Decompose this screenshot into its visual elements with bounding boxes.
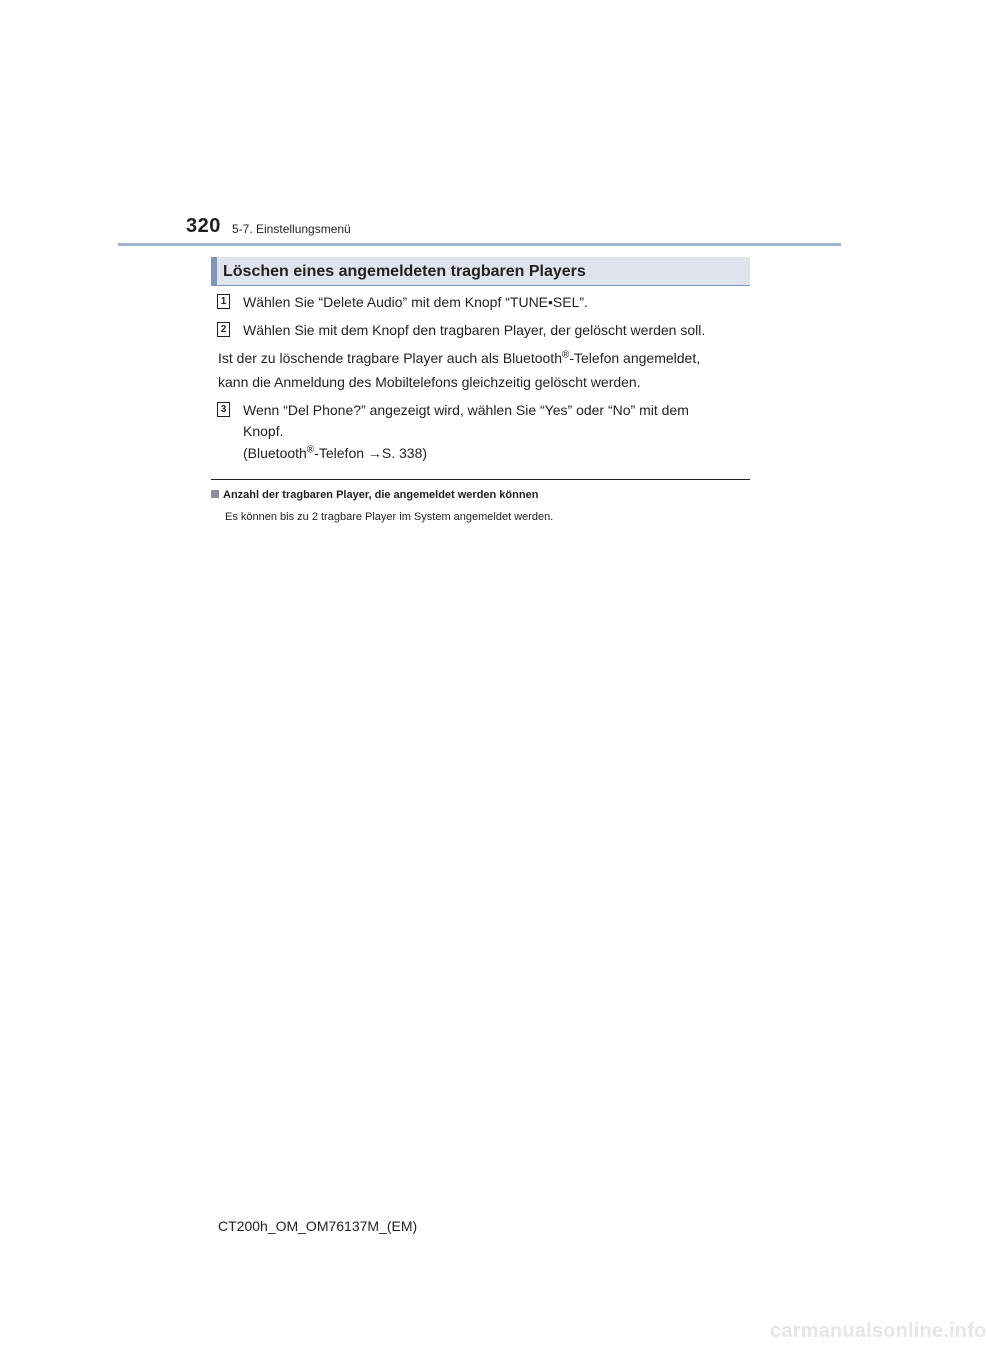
registered-mark: ® <box>561 349 570 361</box>
note-heading <box>211 489 538 501</box>
header-divider <box>118 243 841 246</box>
section-title: Löschen eines angemeldeten tragbaren Players <box>211 257 750 286</box>
step-2-text: Wählen Sie mit dem Knopf den tragbaren Player, der gelöscht werden soll. <box>243 322 706 338</box>
step-3-text-line2: Knopf. <box>243 423 284 439</box>
content-divider <box>211 479 750 480</box>
reference-prefix: (Bluetooth <box>243 445 307 461</box>
reference-suffix: -Telefon →S. 338) <box>314 445 428 461</box>
step-3-text-line1: Wenn “Del Phone?” angezeigt wird, wählen Sie “Yes” oder “No” mit dem <box>243 402 689 418</box>
step-number-3: 3 <box>217 402 230 417</box>
note-heading-text: Anzahl der tragbaren Player, die angemeldet werden können <box>223 489 539 501</box>
step-number-1: 1 <box>217 294 230 309</box>
info-line2: kann die Anmeldung des Mobiltelefons gleichzeitig gelöscht werden. <box>218 374 641 390</box>
chapter-title: 5-7. Einstellungsmenü <box>232 222 351 236</box>
registered-mark-2: ® <box>306 444 315 456</box>
info-line1-a: Ist der zu löschende tragbare Player auch als Bluetooth <box>218 350 562 366</box>
reference-link <box>243 443 427 463</box>
info-line1-b: -Telefon angemeldet, <box>569 350 701 366</box>
info-paragraph <box>218 348 746 368</box>
square-bullet-icon <box>211 490 219 498</box>
note-body: Es können bis zu 2 tragbare Player im System angemeldet werden. <box>225 511 554 523</box>
page-number: 320 <box>186 215 221 237</box>
document-code: CT200h_OM_OM76137M_(EM) <box>218 1218 418 1234</box>
step-1-text: Wählen Sie “Delete Audio” mit dem Knopf “TUNE•SEL”. <box>243 294 588 310</box>
watermark: carmanualsonline.info <box>770 1320 986 1342</box>
step-number-2: 2 <box>217 322 230 337</box>
